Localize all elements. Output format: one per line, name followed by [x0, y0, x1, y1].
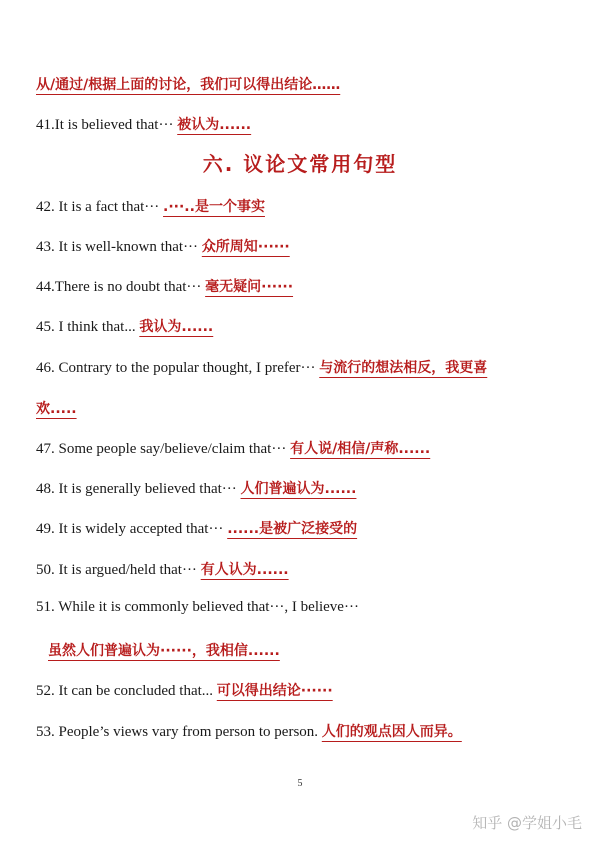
page-number: 5 [297, 778, 303, 789]
chinese-translation: 毫无疑问······ [205, 279, 294, 295]
english-phrase: 44.There is no doubt that··· [36, 279, 206, 295]
intro-line [36, 74, 340, 94]
chinese-translation: ......是被广泛接受的 [227, 521, 358, 537]
english-phrase: 49. It is widely accepted that··· [36, 521, 228, 537]
list-item [36, 680, 333, 700]
list-item [36, 357, 487, 377]
intro-translation: 从/通过/根据上面的讨论，我们可以得出结论…… [36, 77, 341, 93]
chinese-translation: 有人认为...... [200, 562, 289, 578]
english-phrase: 45. I think that... [36, 319, 140, 335]
chinese-translation: 我认为...... [139, 319, 214, 335]
chinese-translation: 被认为...... [177, 117, 252, 133]
english-phrase: 46. Contrary to the popular thought, I prefer··· [36, 360, 320, 376]
chinese-translation: 虽然人们普遍认为······，我相信...... [48, 643, 280, 659]
english-phrase: 41.It is believed that··· [36, 117, 178, 133]
english-phrase: 48. It is generally believed that··· [36, 481, 241, 497]
list-item [36, 518, 357, 538]
list-item [36, 599, 359, 616]
english-phrase: 53. People’s views vary from person to person. [36, 724, 322, 740]
section-heading: 六. 议论文常用句型 [202, 152, 398, 176]
list-item [36, 196, 265, 216]
list-item [36, 721, 462, 741]
english-phrase: 50. It is argued/held that··· [36, 562, 201, 578]
chinese-translation: 众所周知······ [201, 239, 290, 255]
list-item-continuation [36, 398, 77, 418]
chinese-translation: 欢..... [36, 401, 77, 417]
list-item [36, 316, 213, 336]
list-item [36, 438, 430, 458]
list-item [36, 276, 293, 296]
chinese-translation: 人们普遍认为...... [240, 481, 357, 497]
chinese-translation: 与流行的想法相反，我更喜 [319, 360, 488, 376]
english-phrase: 52. It can be concluded that... [36, 683, 217, 699]
english-phrase: 43. It is well-known that··· [36, 239, 202, 255]
watermark: 知乎 @学姐小毛 [472, 814, 582, 832]
english-phrase: 51. While it is commonly believed that···, I believe··· [36, 599, 359, 615]
list-item [36, 236, 290, 256]
list-item [36, 478, 356, 498]
list-item [36, 114, 251, 134]
chinese-translation: 有人说/相信/声称...... [290, 441, 431, 457]
list-item-continuation [48, 640, 280, 660]
chinese-translation: 人们的观点因人而异。 [321, 724, 462, 740]
chinese-translation: 可以得出结论······ [216, 683, 333, 699]
english-phrase: 47. Some people say/believe/claim that··· [36, 441, 291, 457]
list-item [36, 559, 289, 579]
english-phrase: 42. It is a fact that··· [36, 199, 164, 215]
chinese-translation: .···..是一个事实 [163, 199, 265, 215]
